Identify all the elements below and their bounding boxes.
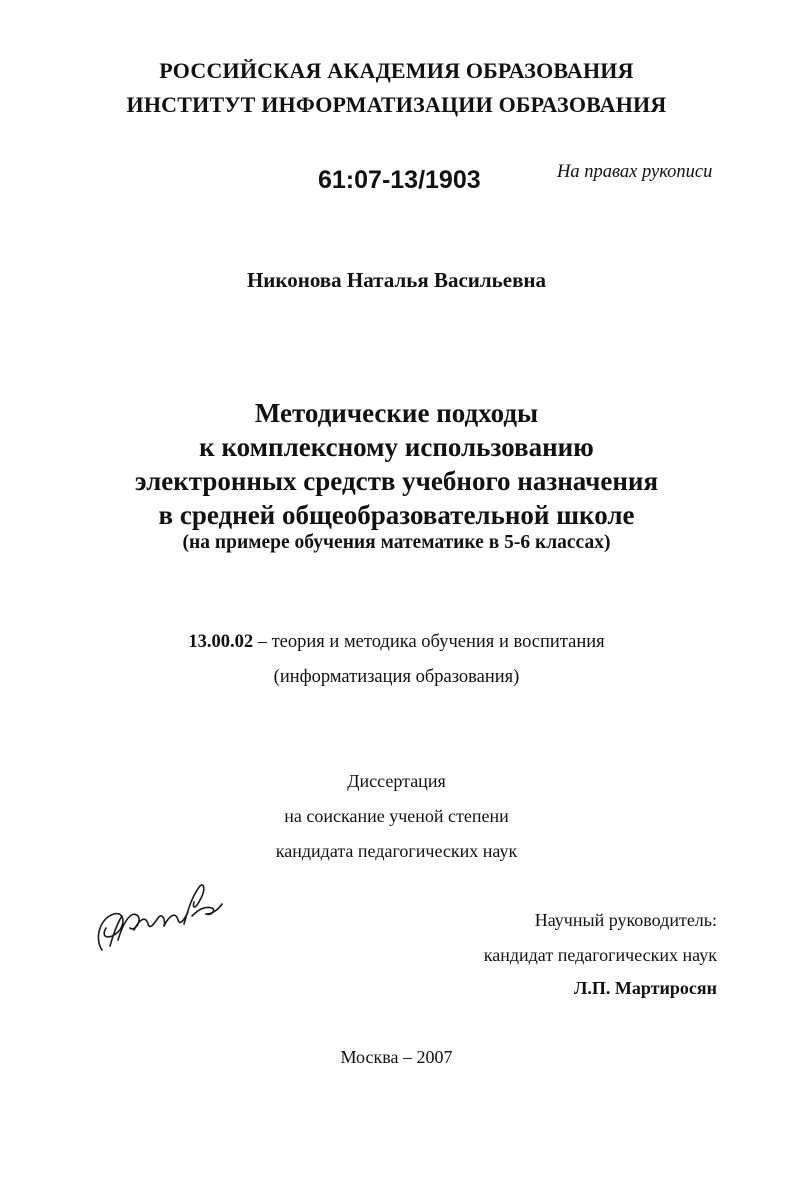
catalog-code: 61:07-13/1903: [318, 166, 481, 194]
supervisor-name: Л.П. Мартиросян: [574, 978, 717, 998]
supervisor-degree: кандидат педагогических наук: [483, 945, 717, 965]
title-subtitle: (на примере обучения математике в 5-6 классах): [182, 532, 611, 553]
degree-line-3: кандидата педагогических наук: [275, 841, 518, 861]
title-line-3: электронных средств учебного назначения: [134, 466, 659, 496]
title-line-2: к комплексному использованию: [199, 432, 594, 462]
specialty-line-2: (информатизация образования): [273, 667, 520, 687]
supervisor-label: Научный руководитель:: [534, 910, 717, 930]
specialty-description: – теория и методика обучения и воспитания: [253, 632, 605, 652]
title-line-4: в средней общеобразовательной школе: [158, 500, 635, 530]
handwritten-signature-icon: [88, 880, 228, 960]
degree-line-1: Диссертация: [347, 771, 446, 791]
title-line-1: Методические подходы: [254, 398, 539, 428]
specialty-code: 13.00.02: [188, 632, 254, 652]
rights-note: На правах рукописи: [557, 162, 713, 182]
author-name: Никонова Наталья Васильевна: [246, 268, 547, 292]
specialty-line-1: [0, 632, 793, 653]
institution-line-2: ИНСТИТУТ ИНФОРМАТИЗАЦИИ ОБРАЗОВАНИЯ: [126, 92, 667, 117]
place-year: Москва – 2007: [340, 1047, 453, 1067]
degree-line-2: на соискание ученой степени: [284, 806, 509, 826]
institution-line-1: РОССИЙСКАЯ АКАДЕМИЯ ОБРАЗОВАНИЯ: [159, 58, 634, 83]
dissertation-title: [0, 396, 793, 532]
